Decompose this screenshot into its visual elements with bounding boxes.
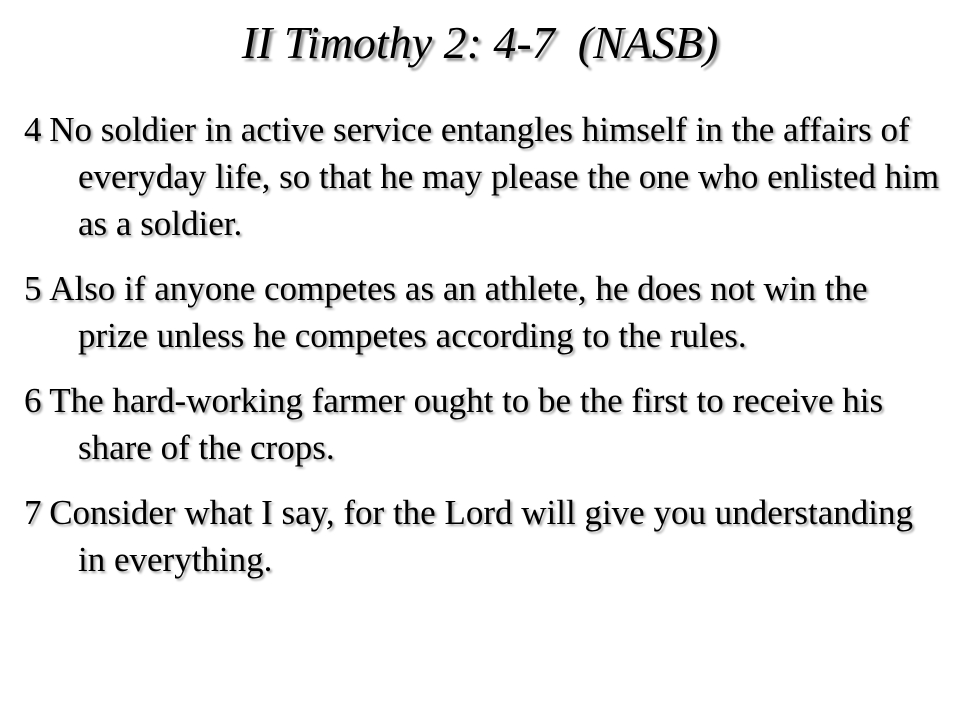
slide-title: II Timothy 2: 4-7 (NASB) (241, 17, 719, 68)
verse-text: Consider what I say, for the Lord will give you understanding in everything. (49, 493, 913, 579)
verse-text: Also if anyone competes as an athlete, he does not win the prize unless he competes according to the rules. (49, 269, 868, 355)
verse-number: 5 (24, 269, 42, 308)
verse-text: The hard-working farmer ought to be the first to receive his share of the crops. (49, 381, 884, 467)
verse-number: 4 (24, 110, 42, 149)
verse-5 (24, 265, 944, 359)
verse-number: 7 (24, 493, 42, 532)
verse-4 (24, 106, 944, 247)
verse-text: No soldier in active service entangles himself in the affairs of everyday life, so that he may please the one who enlisted him as a soldier. (49, 110, 940, 243)
verse-number: 6 (24, 381, 42, 420)
verse-6 (24, 377, 944, 471)
verse-list (24, 106, 944, 583)
verse-7 (24, 489, 944, 583)
